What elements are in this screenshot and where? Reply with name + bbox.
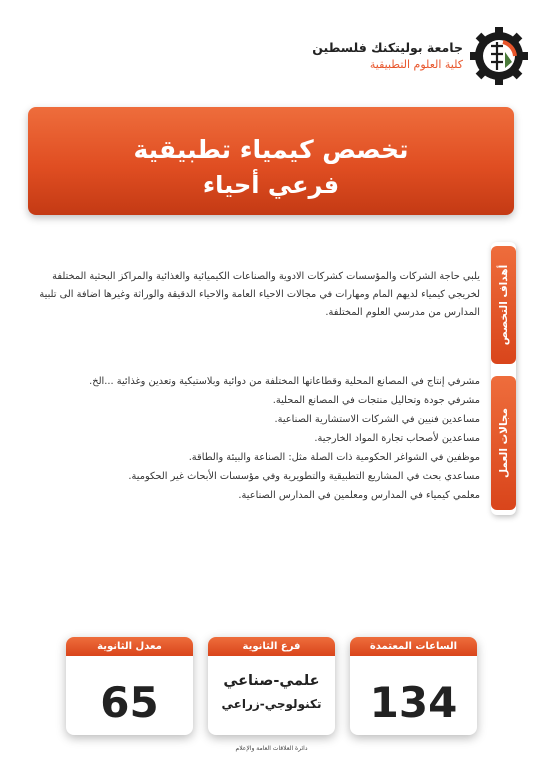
university-logo-icon — [469, 26, 529, 86]
card-school-average-value: 65 — [100, 678, 159, 727]
fields-list — [28, 372, 480, 505]
page-title: تخصص كيمياء تطبيقية — [133, 135, 409, 164]
tab-fields — [491, 376, 516, 510]
list-item: مساعدي بحث في المشاريع التطبيقية والتطويرية وفي مؤسسات الأبحاث غير الحكومية. — [128, 471, 480, 482]
list-item: مشرفي جودة وتحاليل منتجات في المصانع المحلية. — [272, 395, 480, 406]
card-school-branch-line1: علمي-صناعي — [223, 673, 320, 689]
tab-fields-label: مجالات العمل — [497, 408, 510, 478]
university-name: جامعة بوليتكنك فلسطين — [312, 40, 463, 55]
list-item: موظفين في الشواغر الحكومية ذات الصلة مثل: الصناعة والبيئة والطاقة. — [188, 452, 480, 463]
card-credit-hours — [350, 637, 477, 735]
title-banner — [28, 107, 514, 215]
list-item: مساعدين فنيين في الشركات الاستشارية الصناعية. — [274, 414, 480, 425]
list-item: مساعدين لأصحاب تجارة المواد الخارجية. — [314, 433, 480, 444]
footer-credit: دائرة العلاقات العامة والإعلام — [235, 745, 308, 752]
header — [229, 26, 529, 86]
card-credit-hours-value: 134 — [369, 678, 458, 727]
tab-goals — [491, 246, 516, 364]
card-school-branch-label: فرع الثانوية — [208, 637, 335, 656]
card-school-branch-line2: تكنولوجي-زراعي — [221, 697, 322, 711]
college-name: كلية العلوم التطبيقية — [369, 58, 463, 71]
tab-goals-label: أهداف التخصص — [497, 264, 510, 346]
goals-paragraph: يلبي حاجة الشركات والمؤسسات كشركات الادوية والصناعات الكيميائية والغذائية والمراكز البحثية المختلفة لخريجي كيمياء لديهم المام ومهارات في مجالات الاحياء العامة والاحياء الدقيقة والوراثة وغيرها اضافة الى تلبية المدارس من مدرسي العلوم المختلفة. — [39, 271, 480, 318]
page-subtitle: فرعي أحياء — [202, 171, 340, 199]
card-school-branch — [208, 637, 335, 735]
card-school-average — [66, 637, 193, 735]
list-item: معلمي كيمياء في المدارس ومعلمين في المدارس الصناعية. — [238, 490, 480, 501]
card-credit-hours-label: الساعات المعتمدة — [350, 637, 477, 656]
list-item: مشرفي إنتاج في المصانع المحلية وقطاعاتها المختلفة من دوائية وبلاستيكية وتعدين وغذائية ...الخ. — [89, 376, 480, 387]
card-school-average-label: معدل الثانوية — [66, 637, 193, 656]
